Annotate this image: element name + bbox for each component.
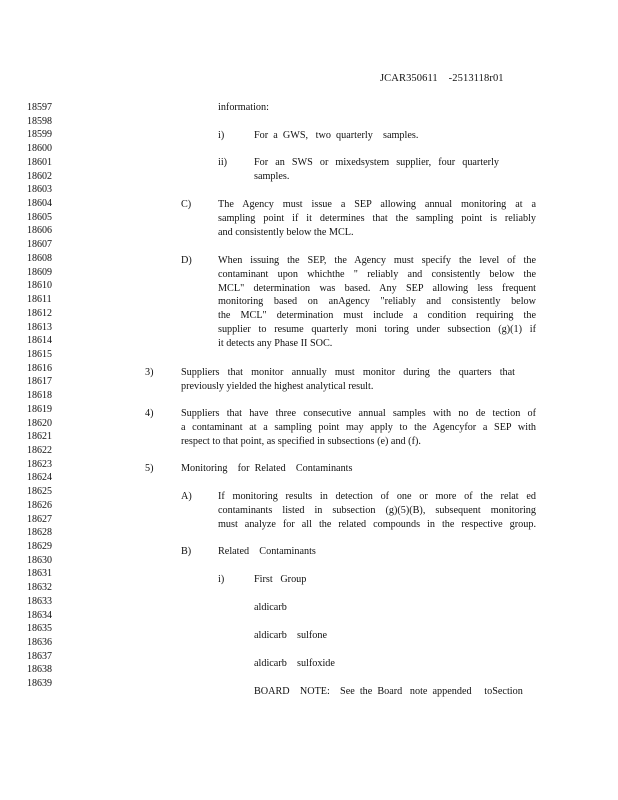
line-number: 18608 [27,252,52,264]
line-number: 18629 [27,541,52,552]
text-line: When issuing the SEP, the Agency must specify the level of the [218,255,536,266]
line-number: 18630 [27,554,52,566]
line-number: 18614 [27,335,52,347]
text-line: the MCL" determination must include a condition requiring the [218,310,536,322]
line-number: 18617 [27,376,52,388]
item-text [218,254,536,351]
contaminant-item: aldicarb sulfone [254,630,327,641]
line-number: 18636 [27,637,52,649]
item-label: 4) [145,408,154,419]
text-line: monitoring based on anAgency "reliably and consistently below [218,296,536,308]
line-number: 18622 [27,444,52,456]
text-line: contaminant upon whichthe " reliably and consistently below the [218,268,536,280]
item-label: A) [181,491,192,502]
line-number: 18619 [27,403,52,415]
item-heading: First Group [254,574,307,585]
line-number: 18615 [27,348,52,360]
line-number: 18627 [27,513,52,525]
contaminant-item: aldicarb sulfoxide [254,658,335,669]
line-number: 18598 [27,115,52,127]
text-line: For an SWS or mixedsystem supplier, four quarterly [254,157,499,168]
text-line: previously yielded the highest analytical result. [181,380,374,392]
item-label: i) [218,130,225,141]
item-heading: Related Contaminants [218,546,316,557]
item-heading: Monitoring for Related Contaminants [181,463,353,474]
line-number: 18618 [27,390,52,402]
line-number: 18600 [27,143,52,155]
line-number: 18613 [27,321,52,333]
item-label: 3) [145,367,154,378]
line-number: 18626 [27,499,52,511]
line-number: 18632 [27,582,52,594]
line-number: 18610 [27,280,52,292]
line-number: 18633 [27,595,52,607]
document-header: JCAR350611 -2513118r01 [380,73,504,84]
line-number: 18604 [27,198,52,210]
text-line: supplier to resume quarterly moni toring under subsection (g)(1) if [218,323,536,335]
line-number: 18611 [27,294,52,306]
line-number: 18637 [27,650,52,662]
item-text [254,156,499,184]
text-line: a contaminant at a sampling point may apply to the Agencyfor a SEP with [181,421,536,433]
item-label: B) [181,546,192,557]
text-line: Suppliers that have three consecutive annual samples with no de tection of [181,408,536,419]
line-number: 18623 [27,458,52,470]
text-line: must analyze for all the related compounds in the respective group. [218,518,536,530]
line-number: 18624 [27,472,52,484]
line-number: 18605 [27,211,52,223]
item-label: i) [218,574,225,585]
item-label: ii) [218,157,228,168]
board-note: BOARD NOTE: See the Board note appended toSection [254,686,523,697]
line-number: 18597 [27,102,52,113]
line-number: 18620 [27,417,52,429]
item-text: For a GWS, two quarterly samples. [254,130,419,141]
item-text [181,407,536,448]
item-text [218,198,536,239]
text-line: If monitoring results in detection of one or more of the relat ed [218,491,536,502]
line-number: 18609 [27,266,52,278]
text-line: Suppliers that monitor annually must monitor during the quarters that [181,367,515,378]
item-text [181,366,515,394]
text-line: MCL" determination was based. Any SEP allowing less frequent [218,282,536,294]
line-number: 18628 [27,527,52,539]
item-text [218,490,536,531]
text-line: it detects any Phase II SOC. [218,337,333,349]
line-number: 18601 [27,156,52,168]
paragraph-continuation: information: [218,102,269,113]
line-number: 18634 [27,609,52,621]
line-number: 18599 [27,129,52,141]
text-line: contaminants listed in subsection (g)(5)(B), subsequent monitoring [218,504,536,516]
text-line: and consistently below the MCL. [218,226,354,238]
line-number: 18607 [27,239,52,251]
contaminant-item: aldicarb [254,602,287,613]
text-line: samples. [254,170,290,182]
item-label: C) [181,199,192,210]
line-number: 18612 [27,307,52,319]
line-number: 18606 [27,225,52,237]
line-number: 18602 [27,170,52,182]
line-number: 18638 [27,664,52,676]
item-label: D) [181,255,192,266]
line-number: 18625 [27,486,52,498]
text-line: sampling point if it determines that the sampling point is reliably [218,212,536,224]
line-number: 18639 [27,678,52,690]
line-number: 18603 [27,184,52,196]
line-number-column [27,101,52,691]
text-line: The Agency must issue a SEP allowing annual monitoring at a [218,199,536,210]
line-number: 18616 [27,362,52,374]
item-label: 5) [145,463,154,474]
text-line: respect to that point, as specified in subsections (e) and (f). [181,435,421,447]
line-number: 18631 [27,568,52,580]
line-number: 18621 [27,431,52,443]
line-number: 18635 [27,623,52,635]
